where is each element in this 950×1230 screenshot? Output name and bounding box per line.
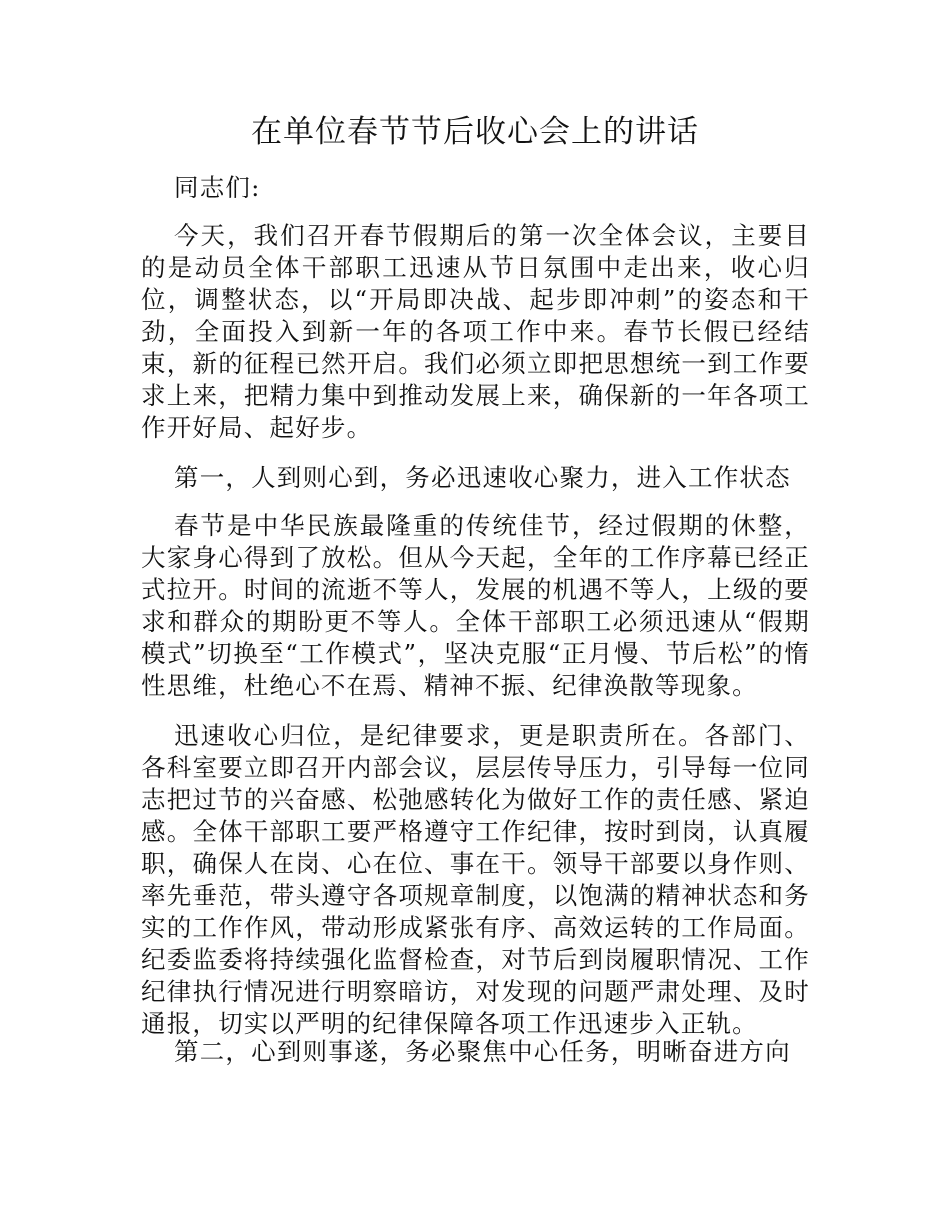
- section-heading-1: 第一，人到则心到，务必迅速收心聚力，进入工作状态: [174, 463, 791, 492]
- document-title: 在单位春节节后收心会上的讲话: [251, 114, 699, 150]
- paragraph-section1-b: 迅速收心归位，是纪律要求，更是职责所在。各部门、各科室要立即召开内部会议，层层传导压力，引导每一位同志把过节的兴奋感、松弛感转化为做好工作的责任感、紧迫感。全体干部职工要严格遵守工作纪律，按时到岗，认真履职，确保人在岗、心在位、事在干。领导干部要以身作则、率先垂范，带头遵守各项规章制度，以饱满的精神状态和务实的工作作风，带动形成紧张有序、高效运转的工作局面。纪委监委将持续强化监督检查，对节后到岗履职情况、工作纪律执行情况进行明察暗访，对发现的问题严肃处理、及时通报，切实以严明的纪律保障各项工作迅速步入正轨。: [141, 721, 810, 1038]
- section-heading-2: 第二，心到则事遂，务必聚焦中心任务，明晰奋进方向: [174, 1037, 791, 1066]
- paragraph-section1-a: 春节是中华民族最隆重的传统佳节，经过假期的休整，大家身心得到了放松。但从今天起，全年的工作序幕已经正式拉开。时间的流逝不等人，发展的机遇不等人，上级的要求和群众的期盼更不等人。全体干部职工必须迅速从“假期模式”切换至“工作模式”，坚决克服“正月慢、节后松”的惰性思维，杜绝心不在焉、精神不振、纪律涣散等现象。: [141, 511, 810, 700]
- greeting: 同志们:: [174, 173, 261, 202]
- paragraph-intro: 今天，我们召开春节假期后的第一次全体会议，主要目的是动员全体干部职工迅速从节日氛围中走出来，收心归位，调整状态，以“开局即决战、起步即冲刺”的姿态和干劲，全面投入到新一年的各项工作中来。春节长假已经结束，新的征程已然开启。我们必须立即把思想统一到工作要求上来，把精力集中到推动发展上来，确保新的一年各项工作开好局、起好步。: [141, 221, 810, 442]
